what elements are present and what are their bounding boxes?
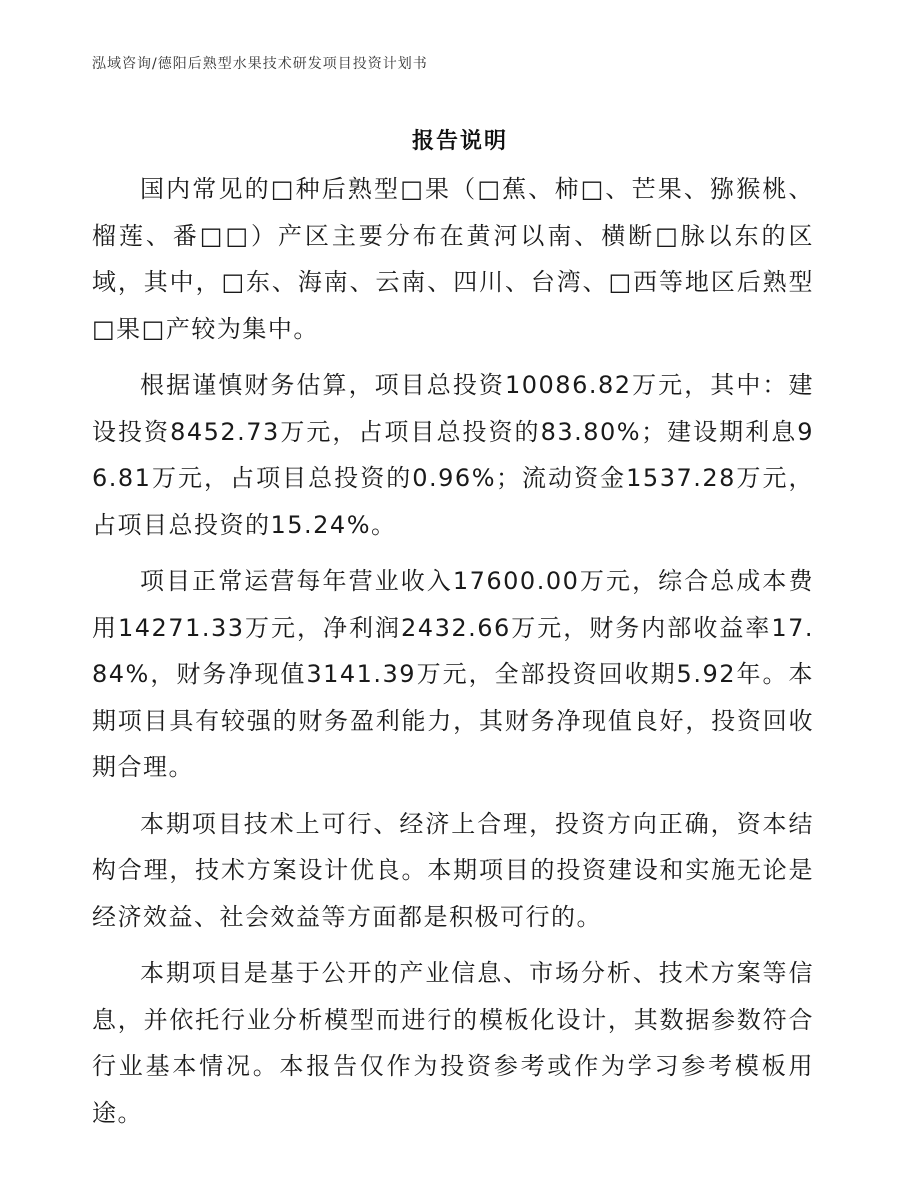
document-title: 报告说明	[411, 129, 508, 154]
paragraph-operating-returns: 项目正常运营每年营业收入17600.00万元，综合总成本费用14271.33万元，净利润2432.66万元，财务内部收益率17.84%，财务净现值3141.39万元，全部投资回收期5.92年。本期项目具有较强的财务盈利能力，其财务净现值良好，投资回收期合理。	[92, 567, 814, 781]
paragraph-investment-estimate: 根据谨慎财务估算，项目总投资10086.82万元，其中：建设投资8452.73万元，占项目总投资的83.80%；建设期利息96.81万元，占项目总投资的0.96%；流动资金1537.28万元，占项目总投资的15.24%。	[92, 371, 814, 539]
running-header: 泓域咨询/德阳后熟型水果技术研发项目投资计划书	[92, 56, 428, 72]
paragraph-disclaimer: 本期项目是基于公开的产业信息、市场分析、技术方案等信息，并依托行业分析模型而进行的模板化设计，其数据参数符合行业基本情况。本报告仅作为投资参考或作为学习参考模板用途。	[92, 959, 814, 1127]
paragraph-feasibility: 本期项目技术上可行、经济上合理，投资方向正确，资本结构合理，技术方案设计优良。本期项目的投资建设和实施无论是经济效益、社会效益等方面都是积极可行的。	[92, 809, 814, 931]
document-body	[92, 166, 814, 1146]
paragraph-fruit-regions: 国内常见的□种后熟型□果（□蕉、柿□、芒果、猕猴桃、榴莲、番□□）产区主要分布在黄河以南、横断□脉以东的区域，其中，□东、海南、云南、四川、台湾、□西等地区后熟型□果□产较为集中。	[92, 175, 814, 343]
